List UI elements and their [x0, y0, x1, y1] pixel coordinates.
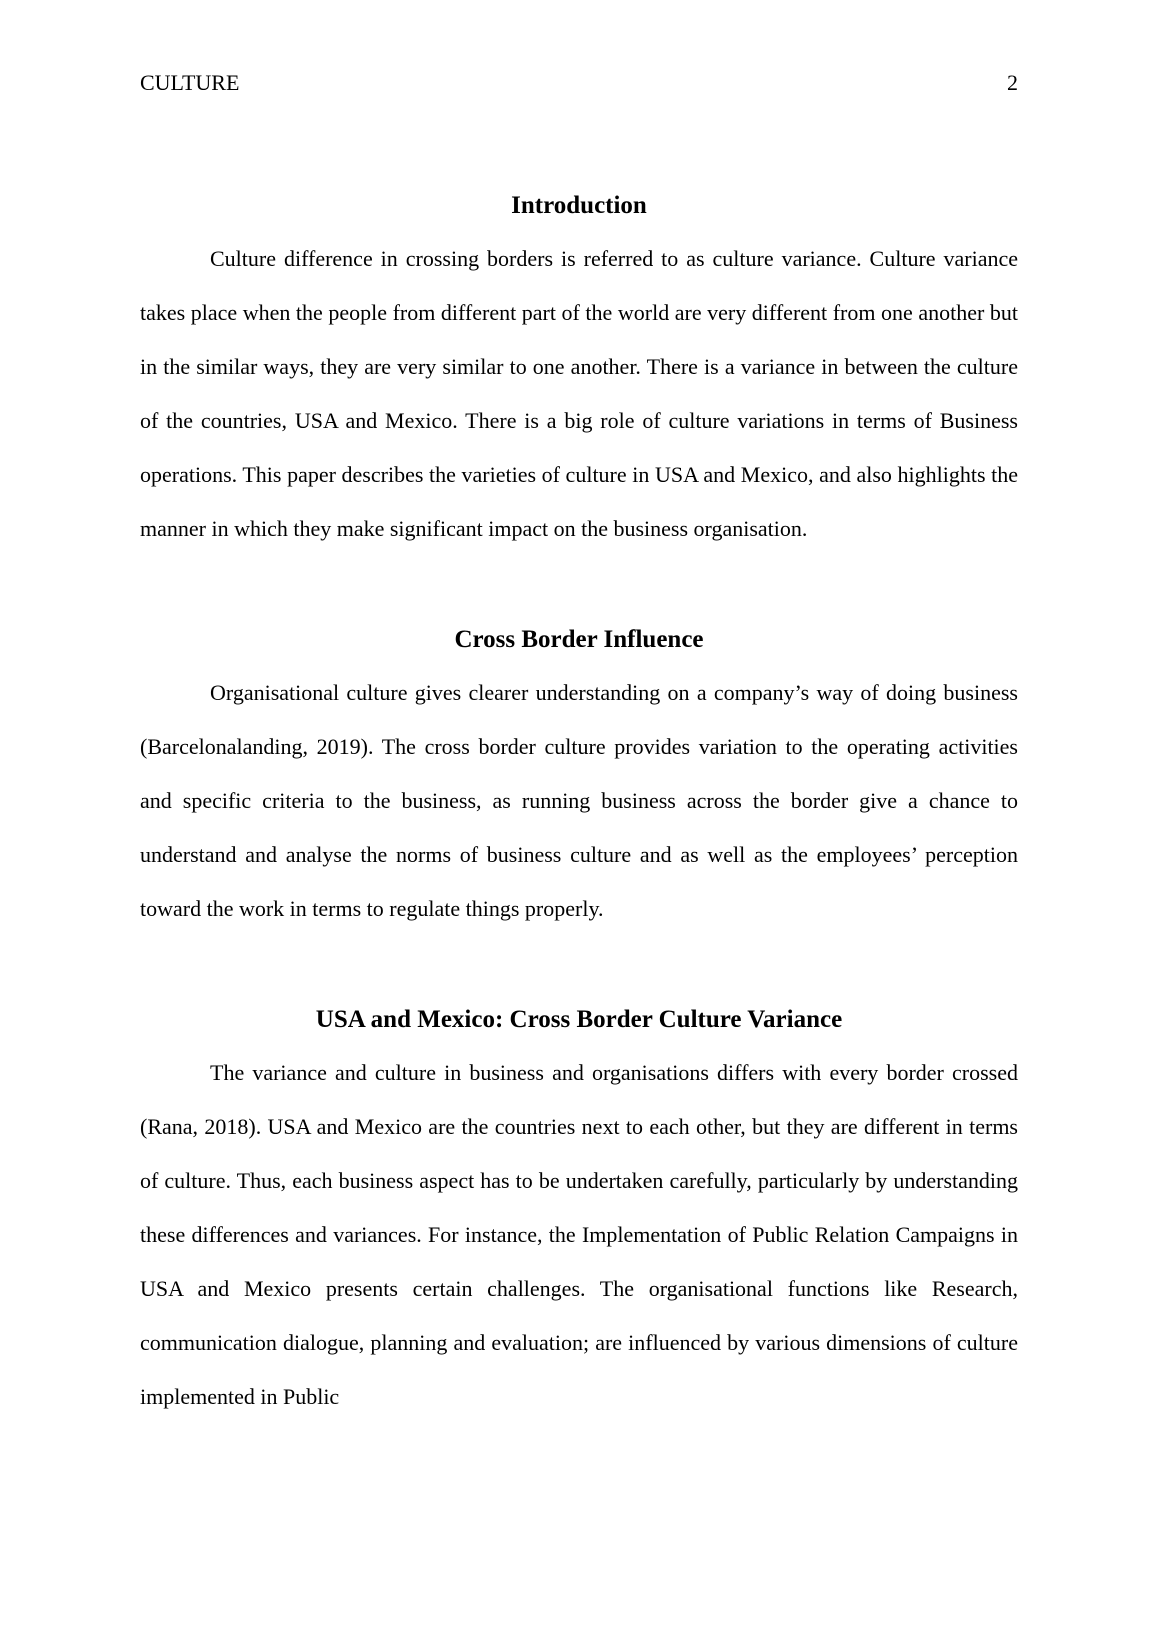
section-introduction — [140, 180, 1018, 556]
paragraph-introduction: Culture difference in crossing borders is referred to as culture variance. Culture variance takes place when the people from different part of the world are very different from one another but in the similar ways, they are very similar to one another. There is a variance in between the culture of the countries, USA and Mexico. There is a big role of culture variations in terms of Business operations. This paper describes the varieties of culture in USA and Mexico, and also highlights the manner in which they make significant impact on the business organisation. — [140, 246, 1018, 541]
document-body — [140, 180, 1018, 1424]
section-spacer — [140, 936, 1018, 994]
section-spacer — [140, 556, 1018, 614]
page-number: 2 — [1007, 70, 1018, 95]
paragraph-usa-mexico-variance: The variance and culture in business and organisations differs with every border crossed (Rana, 2018). USA and Mexico are the countries next to each other, but they are different in terms of culture. Thus, each business aspect has to be undertaken carefully, particularly by understanding these differences and variances. For instance, the Implementation of Public Relation Campaigns in USA and Mexico presents certain challenges. The organisational functions like Research, communication dialogue, planning and evaluation; are influenced by various dimensions of culture implemented in Public — [140, 1060, 1018, 1409]
section-cross-border-influence — [140, 614, 1018, 936]
section-heading-usa-mexico-variance: USA and Mexico: Cross Border Culture Variance — [315, 1006, 843, 1033]
page-header — [140, 68, 1018, 98]
section-usa-mexico-variance — [140, 994, 1018, 1424]
paragraph-cross-border-influence: Organisational culture gives clearer understanding on a company’s way of doing business (Barcelonalanding, 2019). The cross border culture provides variation to the operating activities and specific criteria to the business, as running business across the border give a chance to understand and analyse the norms of business culture and as well as the employees’ perception toward the work in terms to regulate things properly. — [140, 680, 1018, 921]
section-heading-introduction: Introduction — [511, 192, 647, 219]
section-heading-cross-border-influence: Cross Border Influence — [454, 626, 704, 653]
running-head-title: CULTURE — [140, 70, 240, 95]
